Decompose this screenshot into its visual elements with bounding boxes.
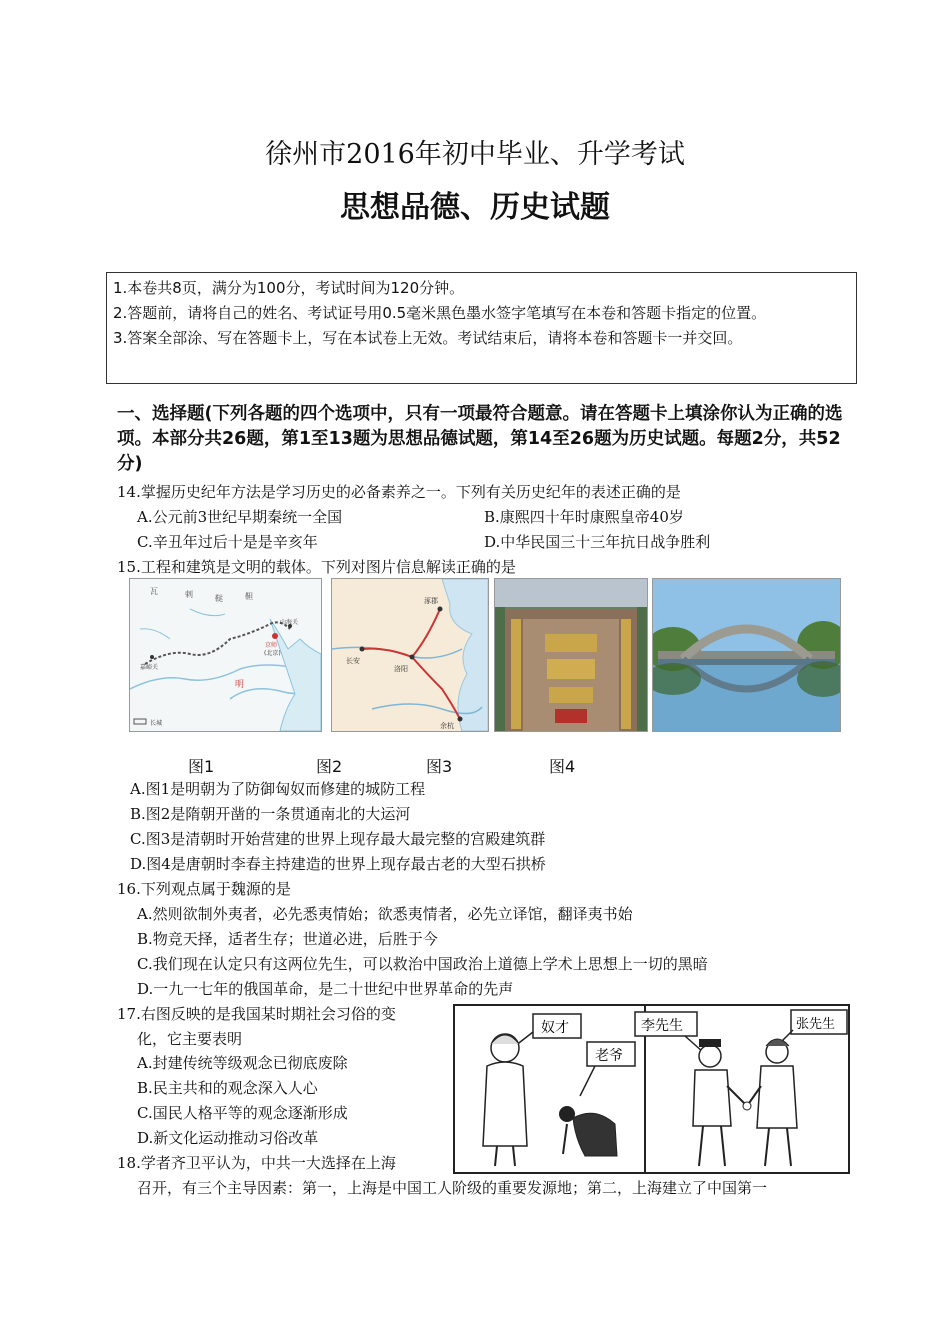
q16-option-d: D.一九一七年的俄国革命，是二十世纪中世界革命的先声 (137, 980, 514, 998)
q15-option-a: A.图1是明朝为了防御匈奴而修建的城防工程 (130, 780, 426, 798)
map2-label-zhuojun: 涿郡 (424, 597, 438, 605)
cartoon-servant-label: 奴才 (541, 1020, 569, 1036)
caption-figure-1: 图1 (188, 757, 215, 776)
q14-option-d: D.中华民国三十三年抗日战争胜利 (484, 533, 711, 551)
figure-3-photo (494, 578, 648, 732)
section-heading: 一、选择题(下列各题的四个选项中，只有一项最符合题意。请在答题卡上填涂你认为正确的选项。本部分共26题，第1至13题为思想品德试题，第14至26题为历史试题。每题2分，共52分) (117, 404, 843, 474)
q15-option-b: B.图2是隋朝开凿的一条贯通南北的大运河 (130, 805, 411, 823)
cartoon-master-label: 老爷 (595, 1048, 623, 1064)
instructions-box (106, 272, 857, 384)
q17-option-b: B.民主共和的观念深入人心 (137, 1079, 318, 1097)
q16-option-c: C.我们现在认定只有这两位先生，可以救治中国政治上道德上学术上思想上一切的黑暗 (137, 955, 708, 973)
q17-option-a: A.封建传统等级观念已彻底废除 (137, 1054, 348, 1072)
instruction-2: 2.答题前，请将自己的姓名、考试证号用0.5毫米黑色墨水签字笔填写在本卷和答题卡指定的位置。 (113, 304, 767, 322)
figure-4-photo (652, 578, 841, 732)
caption-figure-3: 图3 (426, 757, 453, 776)
exam-subtitle: 思想品德、历史试题 (340, 190, 610, 225)
q15-option-c: C.图3是清朝时开始营建的世界上现存最大最完整的宫殿建筑群 (130, 830, 546, 848)
map2-label-yuhang: 余杭 (440, 722, 454, 730)
instruction-3: 3.答案全部涂、写在答题卡上，写在本试卷上无效。考试结束后，请将本卷和答题卡一并交回。 (113, 329, 743, 347)
map1-label-dan: 靼 (245, 592, 253, 601)
q17-option-d: D.新文化运动推动习俗改革 (137, 1129, 319, 1147)
map2-label-changan: 长安 (346, 657, 360, 665)
q17-cartoon (453, 1004, 850, 1174)
cartoon-li-label: 李先生 (641, 1018, 683, 1034)
map1-label-beijing: (北京) (264, 650, 281, 657)
map1-label-la: 剌 (185, 590, 193, 599)
caption-figure-4: 图4 (549, 757, 576, 776)
figure-2-map (331, 578, 489, 732)
q14-option-c: C.辛丑年过后十是是辛亥年 (137, 533, 318, 551)
q17-stem-line1: 17.右图反映的是我国某时期社会习俗的变 (117, 1005, 396, 1023)
exam-title: 徐州市2016年初中毕业、升学考试 (265, 139, 685, 170)
map1-label-jingshi: 京师 (265, 642, 278, 649)
map1-label-ming: 明 (235, 680, 245, 690)
cartoon-zhang-label: 张先生 (796, 1017, 836, 1032)
map1-label-wa: 瓦 (150, 587, 158, 596)
q15-option-d: D.图4是唐朝时李春主持建造的世界上现存最古老的大型石拱桥 (130, 855, 546, 873)
map1-label-shanhaiguan: 山海关 (280, 619, 299, 626)
q16-option-a: A.然则欲制外夷者，必先悉夷情始；欲悉夷情者，必先立译馆，翻译夷书始 (137, 905, 633, 923)
map2-label-luoyang: 洛阳 (394, 665, 408, 673)
q17-stem-line2: 化，它主要表明 (137, 1030, 243, 1048)
q14-option-a: A.公元前3世纪早期秦统一全国 (137, 508, 343, 526)
q16-stem: 16.下列观点属于魏源的是 (117, 880, 291, 898)
q14-option-b: B.康熙四十年时康熙皇帝40岁 (484, 508, 684, 526)
figure-1-map (129, 578, 322, 732)
q14-stem: 14.掌握历史纪年方法是学习历史的必备素养之一。下列有关历史纪年的表述正确的是 (117, 483, 681, 501)
map1-label-da: 鞑 (215, 594, 223, 603)
instruction-1: 1.本卷共8页，满分为100分，考试时间为120分钟。 (113, 279, 465, 297)
map1-label-jiayuguan: 嘉峪关 (140, 664, 159, 671)
q16-option-b: B.物竞天择，适者生存；世道必进，后胜于今 (137, 930, 438, 948)
q18-stem-line1: 18.学者齐卫平认为，中共一大选择在上海 (117, 1154, 396, 1172)
q18-stem-line2: 召开，有三个主导因素：第一，上海是中国工人阶级的重要发源地；第二，上海建立了中国第一 (137, 1179, 768, 1197)
q17-option-c: C.国民人格平等的观念逐渐形成 (137, 1104, 348, 1122)
q15-stem: 15.工程和建筑是文明的载体。下列对图片信息解读正确的是 (117, 558, 516, 576)
caption-figure-2: 图2 (316, 757, 343, 776)
map1-label-greatwall: 长城 (150, 720, 163, 727)
